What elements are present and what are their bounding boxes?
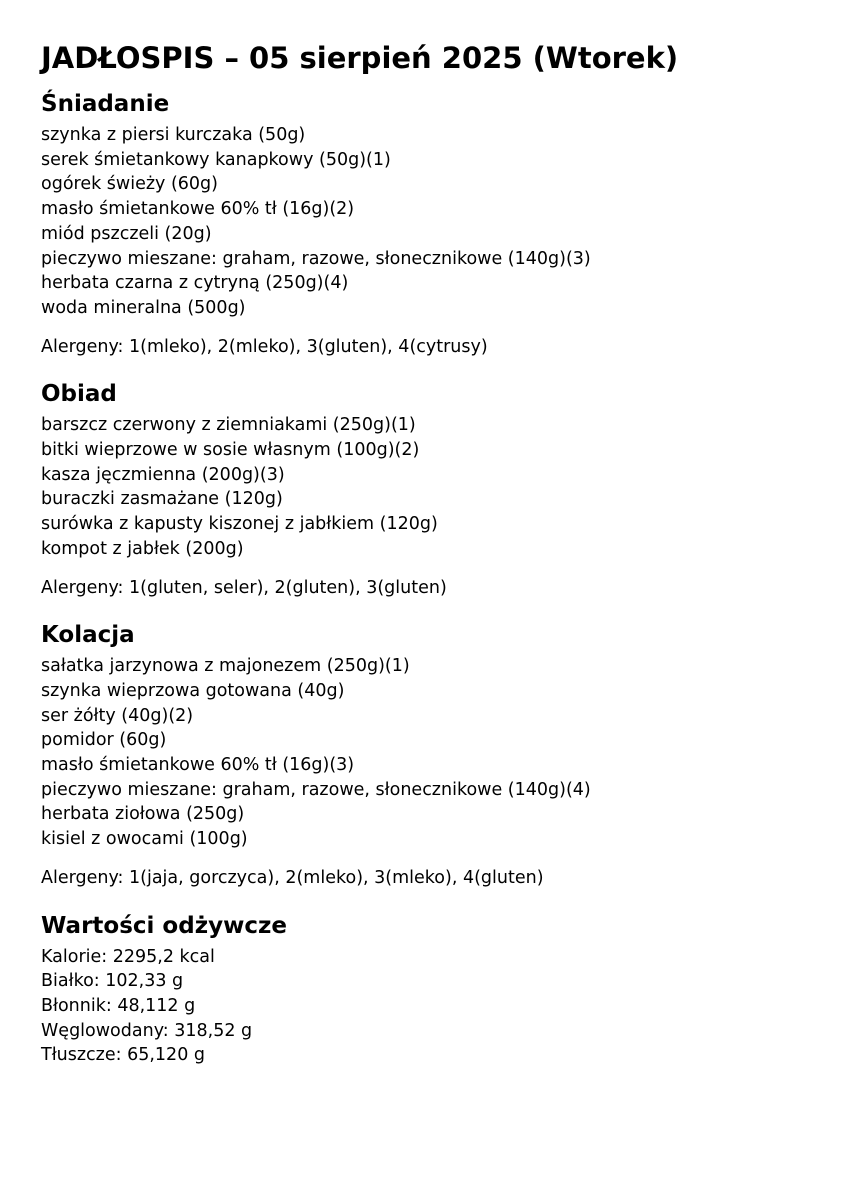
list-item: szynka z piersi kurczaka (50g) <box>41 125 306 145</box>
nutrition-fiber: Błonnik: 48,112 g <box>41 995 196 1016</box>
nutrition-fats: Tłuszcze: 65,120 g <box>41 1045 205 1066</box>
dinner-item-list <box>41 654 831 852</box>
list-item: ogórek świeży (60g) <box>41 174 218 195</box>
list-item: ser żółty (40g)(2) <box>41 705 194 726</box>
list-item: miód pszczeli (20g) <box>41 223 212 244</box>
nutrition-heading: Wartości odżywcze <box>41 912 287 939</box>
nutrition-carbohydrates: Węglowodany: 318,52 g <box>41 1020 253 1041</box>
lunch-item-list <box>41 413 831 561</box>
dinner-section <box>41 620 831 890</box>
breakfast-section <box>41 89 831 359</box>
lunch-allergens: Alergeny: 1(gluten, seler), 2(gluten), 3(gluten) <box>41 577 447 598</box>
list-item: surówka z kapusty kiszonej z jabłkiem (120g) <box>41 514 438 535</box>
dinner-heading: Kolacja <box>41 622 135 649</box>
list-item: kisiel z owocami (100g) <box>41 829 248 850</box>
list-item: kompot z jabłek (200g) <box>41 538 244 559</box>
list-item: serek śmietankowy kanapkowy (50g)(1) <box>41 149 391 170</box>
list-item: pieczywo mieszane: graham, razowe, słonecznikowe (140g)(3) <box>41 248 591 269</box>
list-item: kasza jęczmienna (200g)(3) <box>41 464 285 485</box>
list-item: herbata czarna z cytryną (250g)(4) <box>41 273 349 294</box>
dinner-allergens: Alergeny: 1(jaja, gorczyca), 2(mleko), 3(mleko), 4(gluten) <box>41 867 544 888</box>
nutrition-section <box>41 911 831 1069</box>
list-item: masło śmietankowe 60% tł (16g)(2) <box>41 199 355 220</box>
list-item: szynka wieprzowa gotowana (40g) <box>41 680 345 701</box>
list-item: barszcz czerwony z ziemniakami (250g)(1) <box>41 415 416 436</box>
lunch-heading: Obiad <box>41 381 117 408</box>
list-item: pieczywo mieszane: graham, razowe, słonecznikowe (140g)(4) <box>41 779 591 800</box>
list-item: buraczki zasmażane (120g) <box>41 489 283 510</box>
page-title: JADŁOSPIS – 05 sierpień 2025 (Wtorek) <box>41 41 679 75</box>
list-item: pomidor (60g) <box>41 730 167 751</box>
breakfast-item-list <box>41 123 831 321</box>
list-item: woda mineralna (500g) <box>41 297 246 318</box>
nutrition-calories: Kalorie: 2295,2 kcal <box>41 946 215 967</box>
nutrition-item-list <box>41 945 831 1069</box>
breakfast-heading: Śniadanie <box>41 91 170 117</box>
list-item: herbata ziołowa (250g) <box>41 804 245 825</box>
lunch-section <box>41 379 831 600</box>
list-item: masło śmietankowe 60% tł (16g)(3) <box>41 755 355 776</box>
nutrition-protein: Białko: 102,33 g <box>41 971 184 992</box>
list-item: sałatka jarzynowa z majonezem (250g)(1) <box>41 656 410 677</box>
breakfast-allergens: Alergeny: 1(mleko), 2(mleko), 3(gluten), 4(cytrusy) <box>41 336 488 357</box>
list-item: bitki wieprzowe w sosie własnym (100g)(2) <box>41 440 420 461</box>
menu-document <box>41 38 831 1068</box>
